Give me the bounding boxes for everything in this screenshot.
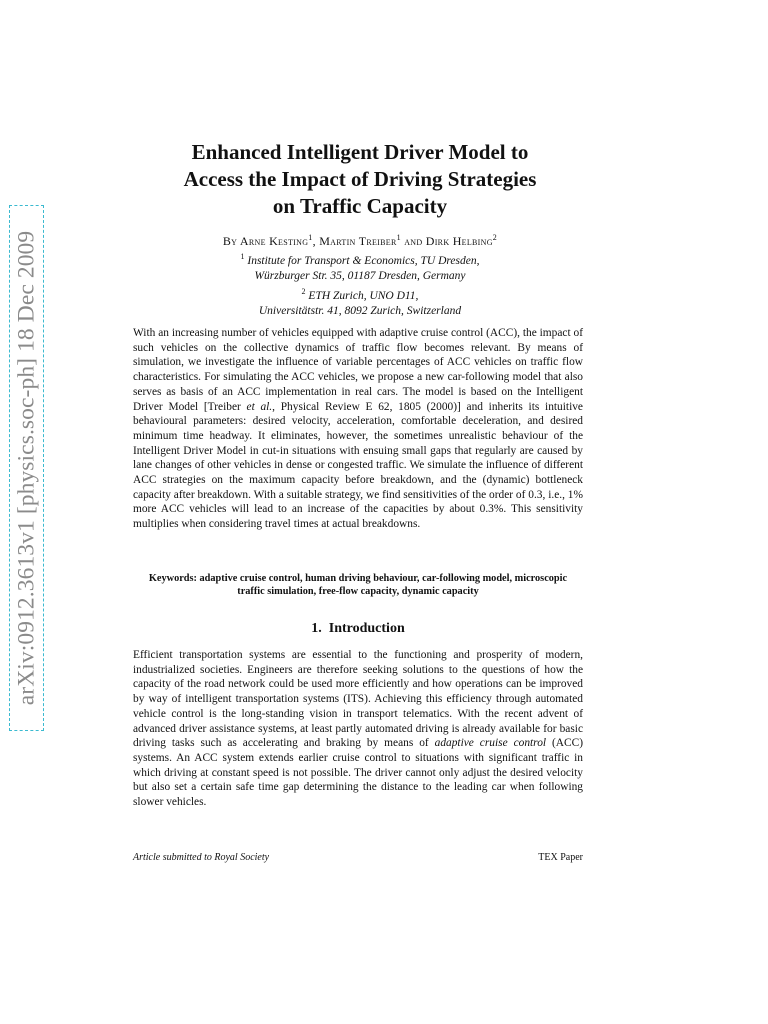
author-treiber: Martin Treiber xyxy=(319,234,397,248)
intro-text-1: Efficient transportation systems are essential to the functioning and prosperity of modern, industrialized societies. Engineers are therefore seeking solutions to the questions of how the capacity of the road network could be used more efficiently and how operations can be improved by way of intelligent transportation systems (ITS). Achieving this efficiency through automated vehicle control is the long-standing vision in transport telematics. With the recent advent of advanced driver assistance systems, at least partly automated driving is already available for basic driving tasks such as accelerating and braking by means of xyxy=(133,649,583,750)
author-block xyxy=(120,233,600,319)
abstract-text-2: , Physical Review E 62, 1805 (2000)] and inherits its intuitive behavioural parameters: desired velocity, acceleration, comfortable deceleration, and desired minimum time headway. It eliminates, however, the sometimes unrealistic behaviour of the Intelligent Driver Model in cut-in situations with ensuing small gaps that regularly are caused by lane changes of other vehicles in dense or congested traffic. We simulate the influence of different ACC strategies on the maximum capacity before breakdown, and the (dynamic) bottleneck capacity after breakdown. With a suitable strategy, we find sensitivities of the order of 0.3, i.e., 1% more ACC vehicles will lead to an increase of the capacities by about 0.3%. This sensitivity multiplies when considering travel times at actual breakdowns. xyxy=(133,400,583,531)
by-label: By xyxy=(222,234,238,248)
intro-acc-term: adaptive cruise control xyxy=(434,737,547,750)
arxiv-stamp[interactable] xyxy=(9,205,44,731)
affiliation-2-name: ETH Zurich, UNO D11, xyxy=(308,289,419,302)
author-and: and xyxy=(400,234,426,248)
section-heading-introduction xyxy=(133,621,583,637)
paper-title xyxy=(120,139,600,220)
section-number: 1. xyxy=(311,621,322,636)
introduction-paragraph xyxy=(133,648,583,810)
abstract xyxy=(133,326,583,532)
affiliation-2-line-2: Universitätstr. 41, 8092 Zurich, Switzerland xyxy=(258,304,462,317)
author-separator: , xyxy=(312,234,320,248)
author-line xyxy=(120,233,600,249)
affiliation-1-marker: 1 xyxy=(240,252,245,261)
footer-submission-note: Article submitted to Royal Society xyxy=(133,852,270,863)
section-title: Introduction xyxy=(328,621,405,636)
author-helbing: Dirk Helbing xyxy=(425,234,493,248)
footer-tex-paper: TEX Paper xyxy=(538,852,583,863)
author-kesting: Arne Kesting xyxy=(239,234,309,248)
keywords: Keywords: adaptive cruise control, human driving behaviour, car-following model, microscopic traffic simulation, free-flow capacity, dynamic capacity xyxy=(148,573,568,597)
title-line-1: Enhanced Intelligent Driver Model to xyxy=(191,140,529,164)
author-helbing-affil: 2 xyxy=(492,233,498,242)
author-kesting-affil: 1 xyxy=(308,233,313,242)
affiliation-1-name: Institute for Transport & Economics, TU Dresden, xyxy=(247,254,480,267)
affiliation-2-line-1 xyxy=(120,284,600,304)
arxiv-identifier[interactable]: arXiv:0912.3613v1 [physics.soc-ph] 18 Dec 2009 xyxy=(13,230,39,706)
affiliation-1-line-2: Würzburger Str. 35, 01187 Dresden, Germany xyxy=(254,269,466,282)
title-line-3: on Traffic Capacity xyxy=(272,194,448,218)
affiliation-1-line-1 xyxy=(120,249,600,269)
title-line-2: Access the Impact of Driving Strategies xyxy=(183,167,537,191)
abstract-text-1: With an increasing number of vehicles equipped with adaptive cruise control (ACC), the impact of such vehicles on the collective dynamics of traffic flow becomes relevant. By means of simulation, we investigate the influence of variable percentages of ACC vehicles on traffic flow characteristics. For simulating the ACC vehicles, we propose a new car-following model that also serves as basis of an ACC implementation in real cars. The model is based on the Intelligent Driver Model [Treiber xyxy=(133,327,583,413)
intro-text-2: (ACC) systems. An ACC system extends earlier cruise control to situations with significant traffic in which driving at constant speed is not possible. The driver cannot only adjust the desired velocity but also set a certain safe time gap determining the distance to the leading car when following slower vehicles. xyxy=(133,737,584,809)
author-treiber-affil: 1 xyxy=(396,233,401,242)
affiliation-2-marker: 2 xyxy=(301,286,306,296)
abstract-et-al: et al. xyxy=(246,400,273,413)
